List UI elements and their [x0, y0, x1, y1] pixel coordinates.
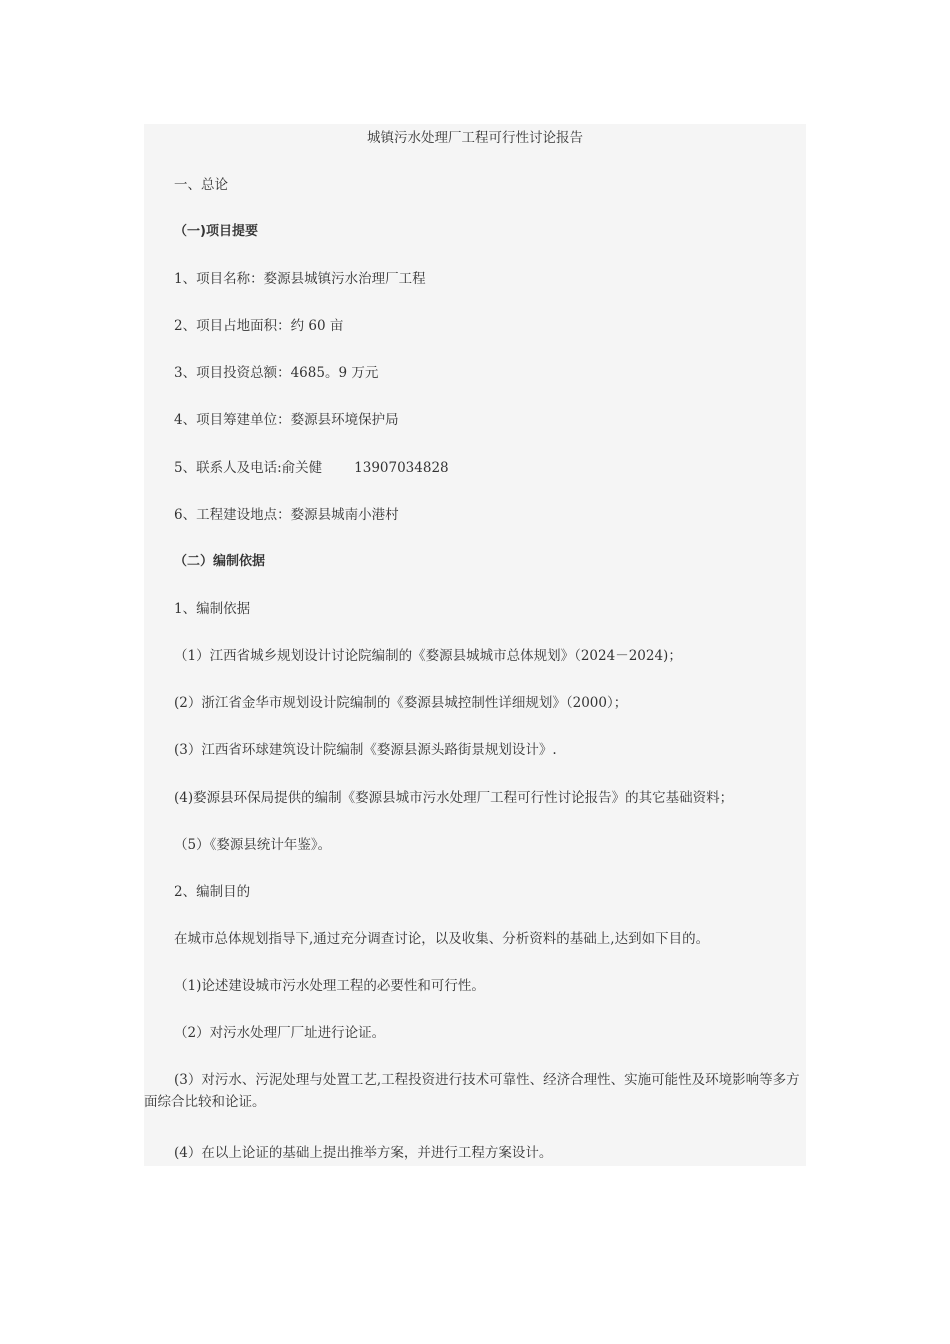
project-area-line: 2、项目占地面积：约 60 亩 [174, 318, 344, 334]
purpose-intro: 在城市总体规划指导下,通过充分调查讨论，以及收集、分析资料的基础上,达到如下目的。 [174, 931, 710, 947]
basis-item-4: (4)婺源县环保局提供的编制《婺源县城市污水处理厂工程可行性讨论报告》的其它基础资料； [174, 790, 734, 806]
purpose-item-4: (4）在以上论证的基础上提出推举方案，并进行工程方案设计。 [174, 1145, 553, 1161]
contact-person: 5、联系人及电话:俞关健 [174, 460, 323, 476]
basis-item-3: (3）江西省环球建筑设计院编制《婺源县源头路街景规划设计》. [174, 742, 557, 758]
contact-phone: 13907034828 [354, 460, 449, 476]
basis-item-5: （5）《婺源县统计年鉴》。 [174, 837, 332, 853]
subsection-heading-project-summary: （一)项目提要 [174, 224, 258, 239]
basis-heading: 1、编制依据 [174, 601, 251, 617]
project-builder-line: 4、项目筹建单位：婺源县环境保护局 [174, 412, 399, 428]
purpose-item-1: （1)论述建设城市污水处理工程的必要性和可行性。 [174, 978, 485, 994]
purpose-heading: 2、编制目的 [174, 884, 251, 900]
basis-item-1: （1）江西省城乡规划设计讨论院编制的《婺源县城城市总体规划》（2024－2024)； [174, 648, 682, 664]
construction-site-line: 6、工程建设地点：婺源县城南小港村 [174, 507, 399, 523]
subsection-heading-basis: （二）编制依据 [174, 554, 266, 569]
basis-item-2: (2）浙江省金华市规划设计院编制的《婺源县城控制性详细规划》（2000）； [174, 695, 628, 711]
section-heading-general: 一、总论 [174, 177, 228, 193]
document-title: 城镇污水处理厂工程可行性讨论报告 [367, 130, 583, 146]
document-panel [144, 124, 806, 1166]
project-name-line: 1、项目名称：婺源县城镇污水治理厂工程 [174, 271, 426, 287]
project-investment-line: 3、项目投资总额：4685。9 万元 [174, 365, 379, 381]
purpose-item-3: (3）对污水、污泥处理与处置工艺,工程投资进行技术可靠性、经济合理性、实施可能性及环境影响等多方面综合比较和论证。 [144, 1072, 800, 1110]
purpose-item-2: （2）对污水处理厂厂址进行论证。 [174, 1025, 386, 1041]
contact-line [174, 458, 449, 478]
